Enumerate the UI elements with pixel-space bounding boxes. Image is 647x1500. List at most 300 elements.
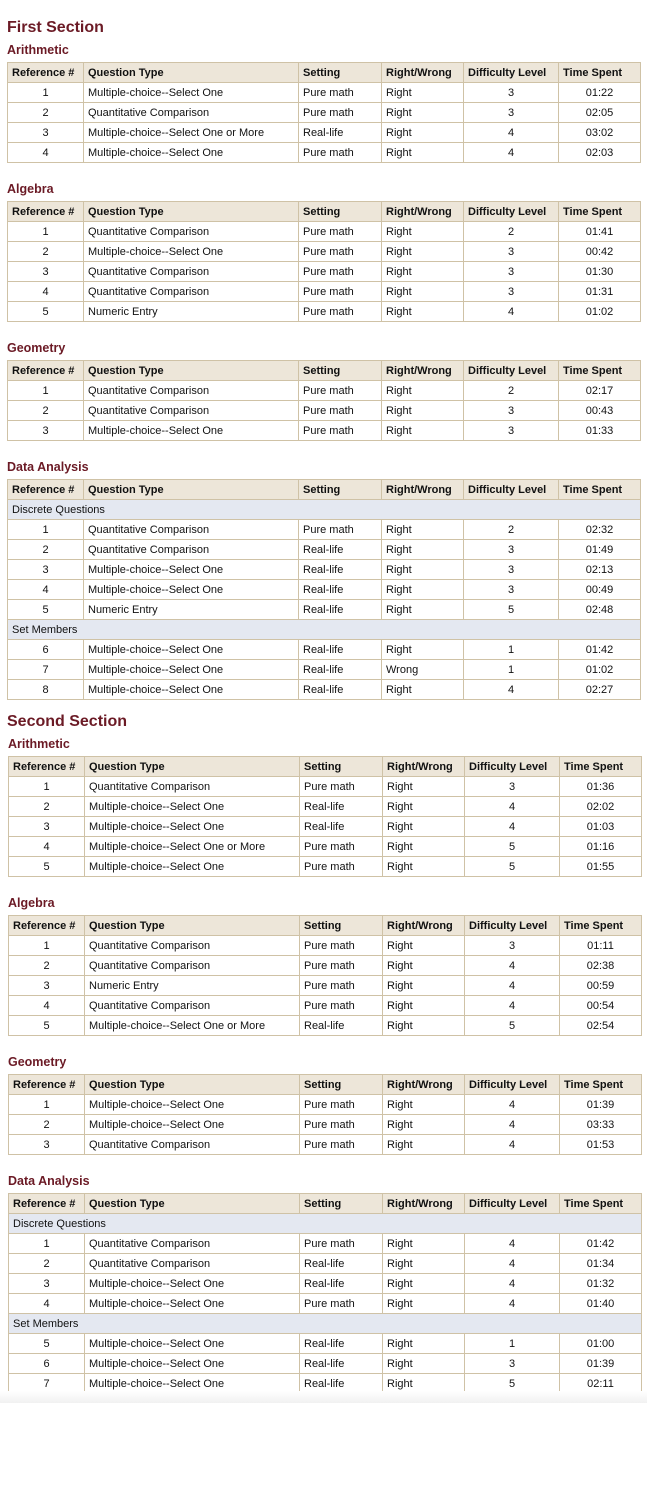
difficulty-cell: 4	[465, 1135, 560, 1155]
reference-cell: 5	[9, 1016, 85, 1036]
result-cell: Right	[383, 1354, 465, 1374]
header-difficulty: Difficulty Level	[464, 63, 559, 83]
question-type-cell: Multiple-choice--Select One	[84, 143, 299, 163]
setting-cell: Real-life	[299, 560, 382, 580]
header-difficulty: Difficulty Level	[464, 202, 559, 222]
header-setting: Setting	[300, 1075, 383, 1095]
time-spent-cell: 01:41	[559, 222, 641, 242]
reference-cell: 2	[9, 956, 85, 976]
header-time-spent: Time Spent	[560, 757, 642, 777]
setting-cell: Pure math	[300, 1095, 383, 1115]
reference-cell: 5	[8, 302, 84, 322]
difficulty-cell: 3	[464, 421, 559, 441]
reference-cell: 2	[9, 1254, 85, 1274]
question-type-cell: Multiple-choice--Select One	[85, 1294, 300, 1314]
time-spent-cell: 02:48	[559, 600, 641, 620]
reference-cell: 3	[9, 1135, 85, 1155]
question-type-cell: Quantitative Comparison	[84, 520, 299, 540]
topic-block	[7, 1155, 640, 1394]
table-row	[9, 1135, 642, 1155]
question-type-cell: Quantitative Comparison	[85, 1234, 300, 1254]
difficulty-cell: 4	[465, 1294, 560, 1314]
header-setting: Setting	[299, 202, 382, 222]
question-type-cell: Multiple-choice--Select One	[85, 1354, 300, 1374]
header-row	[8, 202, 641, 222]
reference-cell: 3	[9, 1274, 85, 1294]
header-row	[9, 757, 642, 777]
question-type-cell: Quantitative Comparison	[84, 540, 299, 560]
table-row	[8, 222, 641, 242]
difficulty-cell: 5	[465, 1016, 560, 1036]
question-type-cell: Multiple-choice--Select One	[84, 640, 299, 660]
result-cell: Right	[382, 560, 464, 580]
reference-cell: 8	[8, 680, 84, 700]
difficulty-cell: 1	[464, 640, 559, 660]
reference-cell: 5	[9, 1334, 85, 1354]
question-type-cell: Multiple-choice--Select One	[85, 1274, 300, 1294]
header-reference: Reference #	[8, 63, 84, 83]
reference-cell: 2	[8, 242, 84, 262]
difficulty-cell: 3	[464, 560, 559, 580]
time-spent-cell: 02:38	[560, 956, 642, 976]
reference-cell: 1	[9, 936, 85, 956]
result-cell: Right	[382, 600, 464, 620]
header-reference: Reference #	[8, 202, 84, 222]
time-spent-cell: 01:53	[560, 1135, 642, 1155]
header-setting: Setting	[299, 361, 382, 381]
header-question-type: Question Type	[85, 916, 300, 936]
reference-cell: 4	[9, 996, 85, 1016]
topic-block	[7, 37, 640, 163]
group-row	[8, 500, 641, 520]
results-table	[7, 479, 641, 700]
header-right-wrong: Right/Wrong	[383, 757, 465, 777]
difficulty-cell: 3	[464, 580, 559, 600]
question-type-cell: Multiple-choice--Select One or More	[85, 837, 300, 857]
section	[0, 0, 647, 700]
table-row	[9, 1254, 642, 1274]
time-spent-cell: 01:33	[559, 421, 641, 441]
result-cell: Right	[383, 1095, 465, 1115]
result-cell: Right	[382, 242, 464, 262]
table-row	[9, 1294, 642, 1314]
header-question-type: Question Type	[85, 1075, 300, 1095]
header-right-wrong: Right/Wrong	[382, 63, 464, 83]
reference-cell: 4	[9, 1294, 85, 1314]
difficulty-cell: 4	[465, 1095, 560, 1115]
table-row	[8, 302, 641, 322]
time-spent-cell: 01:30	[559, 262, 641, 282]
reference-cell: 3	[9, 817, 85, 837]
question-type-cell: Quantitative Comparison	[85, 956, 300, 976]
setting-cell: Real-life	[299, 600, 382, 620]
result-cell: Right	[383, 956, 465, 976]
result-cell: Right	[382, 143, 464, 163]
header-difficulty: Difficulty Level	[464, 480, 559, 500]
topic-title: Geometry	[8, 1055, 67, 1069]
reference-cell: 7	[9, 1374, 85, 1394]
header-time-spent: Time Spent	[559, 480, 641, 500]
reference-cell: 6	[9, 1354, 85, 1374]
section-title: First Section	[7, 19, 104, 36]
table-row	[8, 580, 641, 600]
result-cell: Right	[382, 222, 464, 242]
time-spent-cell: 01:31	[559, 282, 641, 302]
group-row	[9, 1314, 642, 1334]
result-cell: Right	[382, 103, 464, 123]
setting-cell: Pure math	[299, 262, 382, 282]
topic-block	[7, 322, 640, 441]
table-row	[8, 560, 641, 580]
difficulty-cell: 4	[465, 1274, 560, 1294]
time-spent-cell: 03:02	[559, 123, 641, 143]
results-table	[7, 201, 641, 322]
table-row	[8, 640, 641, 660]
setting-cell: Pure math	[300, 777, 383, 797]
question-type-cell: Quantitative Comparison	[84, 401, 299, 421]
table-row	[9, 936, 642, 956]
time-spent-cell: 00:42	[559, 242, 641, 262]
reference-cell: 4	[8, 580, 84, 600]
setting-cell: Pure math	[299, 242, 382, 262]
reference-cell: 2	[8, 401, 84, 421]
result-cell: Right	[382, 540, 464, 560]
result-cell: Right	[382, 381, 464, 401]
difficulty-cell: 4	[465, 956, 560, 976]
setting-cell: Pure math	[300, 1294, 383, 1314]
table-row	[8, 242, 641, 262]
setting-cell: Pure math	[300, 956, 383, 976]
setting-cell: Pure math	[300, 857, 383, 877]
setting-cell: Pure math	[299, 302, 382, 322]
result-cell: Wrong	[382, 660, 464, 680]
reference-cell: 1	[8, 381, 84, 401]
difficulty-cell: 4	[464, 143, 559, 163]
difficulty-cell: 3	[464, 242, 559, 262]
time-spent-cell: 02:11	[560, 1374, 642, 1394]
question-type-cell: Quantitative Comparison	[84, 262, 299, 282]
difficulty-cell: 3	[465, 936, 560, 956]
difficulty-cell: 5	[465, 857, 560, 877]
header-right-wrong: Right/Wrong	[382, 361, 464, 381]
table-row	[9, 1016, 642, 1036]
reference-cell: 1	[8, 83, 84, 103]
header-question-type: Question Type	[84, 63, 299, 83]
header-time-spent: Time Spent	[559, 202, 641, 222]
time-spent-cell: 02:54	[560, 1016, 642, 1036]
group-label: Discrete Questions	[8, 500, 641, 520]
time-spent-cell: 00:59	[560, 976, 642, 996]
reference-cell: 1	[9, 1095, 85, 1115]
results-table	[7, 62, 641, 163]
results-table	[8, 1074, 642, 1155]
header-difficulty: Difficulty Level	[465, 757, 560, 777]
question-type-cell: Quantitative Comparison	[85, 936, 300, 956]
question-type-cell: Multiple-choice--Select One	[85, 817, 300, 837]
question-type-cell: Multiple-choice--Select One	[85, 1095, 300, 1115]
setting-cell: Real-life	[300, 817, 383, 837]
header-question-type: Question Type	[85, 757, 300, 777]
topic-block	[7, 163, 640, 322]
difficulty-cell: 3	[464, 540, 559, 560]
header-difficulty: Difficulty Level	[465, 1075, 560, 1095]
reference-cell: 5	[8, 600, 84, 620]
header-row	[9, 1075, 642, 1095]
question-type-cell: Multiple-choice--Select One or More	[84, 123, 299, 143]
group-label: Set Members	[8, 620, 641, 640]
difficulty-cell: 4	[465, 976, 560, 996]
time-spent-cell: 01:16	[560, 837, 642, 857]
header-setting: Setting	[300, 916, 383, 936]
time-spent-cell: 02:03	[559, 143, 641, 163]
header-time-spent: Time Spent	[560, 1194, 642, 1214]
result-cell: Right	[383, 817, 465, 837]
time-spent-cell: 01:03	[560, 817, 642, 837]
result-cell: Right	[383, 976, 465, 996]
difficulty-cell: 4	[464, 680, 559, 700]
reference-cell: 7	[8, 660, 84, 680]
topic-title: Arithmetic	[8, 737, 70, 751]
table-row	[8, 282, 641, 302]
setting-cell: Pure math	[300, 1115, 383, 1135]
table-row	[8, 540, 641, 560]
difficulty-cell: 2	[464, 381, 559, 401]
difficulty-cell: 4	[465, 797, 560, 817]
setting-cell: Real-life	[300, 1016, 383, 1036]
header-row	[8, 361, 641, 381]
table-row	[9, 996, 642, 1016]
question-type-cell: Quantitative Comparison	[84, 103, 299, 123]
question-type-cell: Quantitative Comparison	[84, 222, 299, 242]
setting-cell: Real-life	[300, 1274, 383, 1294]
setting-cell: Pure math	[299, 421, 382, 441]
header-reference: Reference #	[9, 757, 85, 777]
setting-cell: Pure math	[300, 936, 383, 956]
group-label: Set Members	[9, 1314, 642, 1334]
topic-block	[7, 877, 640, 1036]
header-row	[9, 916, 642, 936]
setting-cell: Pure math	[299, 143, 382, 163]
time-spent-cell: 01:49	[559, 540, 641, 560]
setting-cell: Real-life	[299, 640, 382, 660]
time-spent-cell: 01:42	[560, 1234, 642, 1254]
time-spent-cell: 01:34	[560, 1254, 642, 1274]
table-row	[8, 600, 641, 620]
setting-cell: Pure math	[299, 103, 382, 123]
reference-cell: 1	[9, 1234, 85, 1254]
question-type-cell: Quantitative Comparison	[85, 1254, 300, 1274]
reference-cell: 2	[8, 540, 84, 560]
header-setting: Setting	[299, 480, 382, 500]
result-cell: Right	[382, 83, 464, 103]
difficulty-cell: 4	[465, 1234, 560, 1254]
time-spent-cell: 02:05	[559, 103, 641, 123]
reference-cell: 2	[8, 103, 84, 123]
group-row	[8, 620, 641, 640]
topic-title: Geometry	[7, 341, 66, 355]
question-type-cell: Multiple-choice--Select One	[85, 857, 300, 877]
header-right-wrong: Right/Wrong	[383, 1194, 465, 1214]
header-time-spent: Time Spent	[559, 63, 641, 83]
time-spent-cell: 01:00	[560, 1334, 642, 1354]
setting-cell: Real-life	[299, 680, 382, 700]
question-type-cell: Multiple-choice--Select One	[84, 580, 299, 600]
header-question-type: Question Type	[85, 1194, 300, 1214]
reference-cell: 3	[8, 123, 84, 143]
header-time-spent: Time Spent	[560, 1075, 642, 1095]
reference-cell: 3	[8, 421, 84, 441]
question-type-cell: Multiple-choice--Select One	[85, 1115, 300, 1135]
setting-cell: Pure math	[300, 996, 383, 1016]
section	[0, 700, 647, 1394]
question-type-cell: Multiple-choice--Select One	[85, 1374, 300, 1394]
difficulty-cell: 4	[464, 123, 559, 143]
table-row	[8, 143, 641, 163]
topic-title: Data Analysis	[8, 1174, 90, 1188]
time-spent-cell: 01:32	[560, 1274, 642, 1294]
topic-title: Algebra	[7, 182, 54, 196]
question-type-cell: Multiple-choice--Select One	[84, 83, 299, 103]
time-spent-cell: 01:42	[559, 640, 641, 660]
setting-cell: Pure math	[299, 222, 382, 242]
result-cell: Right	[382, 123, 464, 143]
difficulty-cell: 5	[465, 1374, 560, 1394]
question-type-cell: Multiple-choice--Select One	[84, 680, 299, 700]
difficulty-cell: 1	[465, 1334, 560, 1354]
setting-cell: Pure math	[299, 381, 382, 401]
question-type-cell: Multiple-choice--Select One	[84, 560, 299, 580]
result-cell: Right	[382, 401, 464, 421]
header-difficulty: Difficulty Level	[464, 361, 559, 381]
result-cell: Right	[382, 680, 464, 700]
difficulty-cell: 4	[465, 1115, 560, 1135]
question-type-cell: Multiple-choice--Select One	[84, 242, 299, 262]
table-row	[9, 956, 642, 976]
time-spent-cell: 01:02	[559, 660, 641, 680]
difficulty-cell: 3	[464, 103, 559, 123]
time-spent-cell: 01:55	[560, 857, 642, 877]
difficulty-cell: 2	[464, 222, 559, 242]
reference-cell: 5	[9, 857, 85, 877]
reference-cell: 3	[9, 976, 85, 996]
setting-cell: Real-life	[300, 1334, 383, 1354]
table-row	[8, 680, 641, 700]
header-time-spent: Time Spent	[560, 916, 642, 936]
header-row	[8, 480, 641, 500]
result-cell: Right	[383, 1274, 465, 1294]
table-row	[8, 103, 641, 123]
table-row	[9, 1334, 642, 1354]
group-label: Discrete Questions	[9, 1214, 642, 1234]
reference-cell: 1	[8, 222, 84, 242]
question-type-cell: Quantitative Comparison	[85, 1135, 300, 1155]
reference-cell: 4	[9, 837, 85, 857]
table-row	[9, 837, 642, 857]
difficulty-cell: 5	[465, 837, 560, 857]
result-cell: Right	[383, 996, 465, 1016]
section-title: Second Section	[7, 713, 128, 730]
difficulty-cell: 3	[465, 777, 560, 797]
question-type-cell: Quantitative Comparison	[84, 282, 299, 302]
topic-block	[7, 441, 640, 700]
time-spent-cell: 01:22	[559, 83, 641, 103]
topic-title: Algebra	[8, 896, 55, 910]
result-cell: Right	[383, 857, 465, 877]
table-row	[9, 797, 642, 817]
result-cell: Right	[383, 1254, 465, 1274]
setting-cell: Pure math	[299, 83, 382, 103]
setting-cell: Real-life	[300, 797, 383, 817]
setting-cell: Pure math	[300, 1234, 383, 1254]
setting-cell: Real-life	[300, 1254, 383, 1274]
difficulty-cell: 4	[465, 1254, 560, 1274]
header-reference: Reference #	[9, 1075, 85, 1095]
result-cell: Right	[383, 837, 465, 857]
difficulty-cell: 3	[465, 1354, 560, 1374]
table-row	[8, 83, 641, 103]
time-spent-cell: 02:13	[559, 560, 641, 580]
header-setting: Setting	[300, 1194, 383, 1214]
header-row	[9, 1194, 642, 1214]
table-row	[8, 520, 641, 540]
header-right-wrong: Right/Wrong	[382, 480, 464, 500]
table-row	[9, 1274, 642, 1294]
time-spent-cell: 01:36	[560, 777, 642, 797]
setting-cell: Pure math	[300, 976, 383, 996]
results-table	[7, 360, 641, 441]
header-difficulty: Difficulty Level	[465, 1194, 560, 1214]
table-row	[9, 976, 642, 996]
result-cell: Right	[382, 262, 464, 282]
question-type-cell: Numeric Entry	[85, 976, 300, 996]
setting-cell: Pure math	[299, 401, 382, 421]
difficulty-cell: 3	[464, 282, 559, 302]
header-right-wrong: Right/Wrong	[383, 1075, 465, 1095]
time-spent-cell: 02:02	[560, 797, 642, 817]
header-question-type: Question Type	[84, 202, 299, 222]
question-type-cell: Multiple-choice--Select One	[85, 1334, 300, 1354]
difficulty-cell: 4	[465, 996, 560, 1016]
header-difficulty: Difficulty Level	[465, 916, 560, 936]
difficulty-cell: 3	[464, 401, 559, 421]
header-setting: Setting	[299, 63, 382, 83]
setting-cell: Real-life	[299, 580, 382, 600]
results-table	[8, 756, 642, 877]
reference-cell: 1	[9, 777, 85, 797]
setting-cell: Real-life	[299, 540, 382, 560]
header-right-wrong: Right/Wrong	[382, 202, 464, 222]
difficulty-cell: 4	[465, 817, 560, 837]
time-spent-cell: 01:11	[560, 936, 642, 956]
time-spent-cell: 01:02	[559, 302, 641, 322]
reference-cell: 3	[8, 262, 84, 282]
result-cell: Right	[382, 421, 464, 441]
result-cell: Right	[383, 797, 465, 817]
reference-cell: 4	[8, 143, 84, 163]
header-reference: Reference #	[9, 916, 85, 936]
table-row	[9, 1354, 642, 1374]
time-spent-cell: 02:17	[559, 381, 641, 401]
result-cell: Right	[382, 640, 464, 660]
header-question-type: Question Type	[84, 480, 299, 500]
topic-title: Data Analysis	[7, 460, 89, 474]
time-spent-cell: 00:49	[559, 580, 641, 600]
reference-cell: 2	[9, 1115, 85, 1135]
topic-block	[7, 1036, 640, 1155]
setting-cell: Pure math	[299, 282, 382, 302]
question-type-cell: Quantitative Comparison	[85, 777, 300, 797]
table-row	[8, 421, 641, 441]
